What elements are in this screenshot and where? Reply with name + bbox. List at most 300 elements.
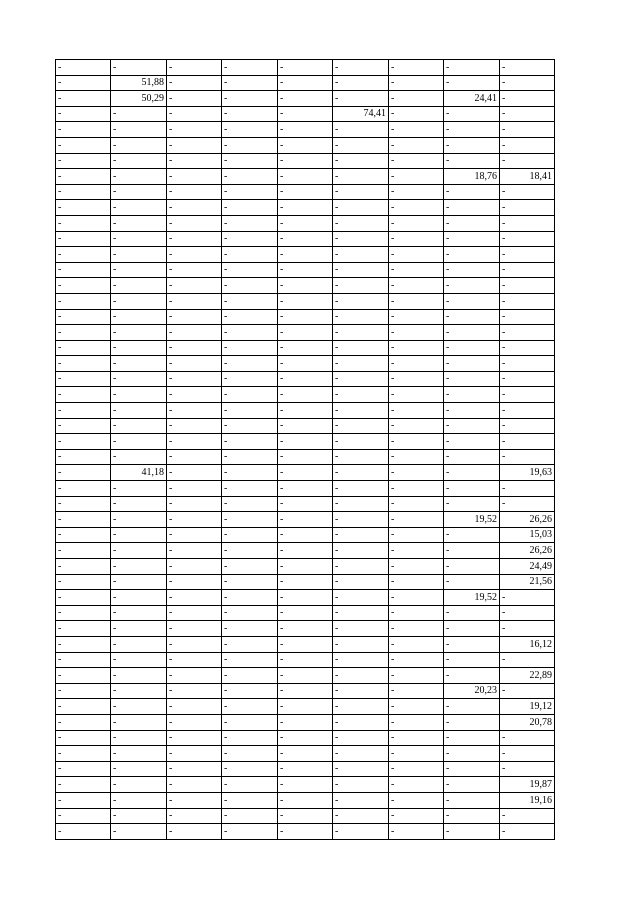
table-cell: - <box>333 387 389 403</box>
table-cell: - <box>389 761 444 777</box>
table-cell: - <box>389 777 444 793</box>
table-cell: 41,18 <box>111 465 167 481</box>
table-cell: - <box>444 465 500 481</box>
table-cell: - <box>389 262 444 278</box>
table-cell: - <box>222 137 278 153</box>
table-cell: - <box>500 293 555 309</box>
table-cell: 19,87 <box>500 777 555 793</box>
table-cell: - <box>167 293 222 309</box>
table-cell: - <box>389 621 444 637</box>
table-cell: - <box>389 325 444 341</box>
table-cell: - <box>389 231 444 247</box>
table-cell: - <box>444 403 500 419</box>
table-cell: - <box>167 543 222 559</box>
table-cell: - <box>444 652 500 668</box>
table-cell: - <box>111 543 167 559</box>
table-cell: - <box>333 356 389 372</box>
table-cell: - <box>167 356 222 372</box>
table-cell: - <box>389 371 444 387</box>
table-cell: - <box>222 699 278 715</box>
table-cell: - <box>500 325 555 341</box>
table-cell: - <box>278 668 333 684</box>
table-cell: 20,78 <box>500 714 555 730</box>
table-cell: - <box>56 746 111 762</box>
table-cell: - <box>389 434 444 450</box>
table-cell: - <box>222 278 278 294</box>
table-cell: - <box>333 434 389 450</box>
table-cell: - <box>278 808 333 824</box>
table-cell: - <box>56 808 111 824</box>
table-cell: - <box>333 262 389 278</box>
table-cell: - <box>278 746 333 762</box>
table-cell: - <box>111 169 167 185</box>
table-cell: - <box>389 122 444 138</box>
table-cell: - <box>444 122 500 138</box>
table-row <box>56 652 555 668</box>
table-row <box>56 403 555 419</box>
table-cell: - <box>444 761 500 777</box>
table-cell: 19,52 <box>444 512 500 528</box>
table-cell: - <box>500 730 555 746</box>
table-cell: - <box>167 668 222 684</box>
table-cell: - <box>222 309 278 325</box>
table-cell: - <box>333 75 389 91</box>
table-cell: - <box>444 106 500 122</box>
table-cell: - <box>444 449 500 465</box>
table-cell: - <box>333 574 389 590</box>
table-cell: - <box>167 652 222 668</box>
table-cell: 16,12 <box>500 636 555 652</box>
table-cell: - <box>167 340 222 356</box>
table-cell: - <box>389 590 444 606</box>
table-cell: - <box>167 418 222 434</box>
table-cell: 18,76 <box>444 169 500 185</box>
table-cell: - <box>333 683 389 699</box>
table-cell: - <box>167 730 222 746</box>
table-cell: - <box>167 574 222 590</box>
table-cell: - <box>111 247 167 263</box>
table-cell: - <box>278 621 333 637</box>
table-cell: - <box>278 75 333 91</box>
table-cell: - <box>222 527 278 543</box>
table-cell: - <box>111 590 167 606</box>
table-cell: - <box>333 699 389 715</box>
table-row <box>56 169 555 185</box>
table-cell: - <box>389 699 444 715</box>
table-cell: - <box>167 75 222 91</box>
table-cell: - <box>222 153 278 169</box>
table-cell: - <box>444 824 500 840</box>
table-cell: - <box>444 340 500 356</box>
table-cell: - <box>111 293 167 309</box>
table-cell: - <box>56 652 111 668</box>
table-cell: - <box>278 153 333 169</box>
table-cell: - <box>167 512 222 528</box>
table-cell: - <box>444 418 500 434</box>
table-cell: - <box>389 153 444 169</box>
table-cell: - <box>500 356 555 372</box>
table-row <box>56 481 555 497</box>
table-cell: - <box>333 153 389 169</box>
table-cell: - <box>333 91 389 107</box>
table-row <box>56 231 555 247</box>
table-cell: - <box>56 262 111 278</box>
table-cell: - <box>278 403 333 419</box>
table-cell: - <box>222 356 278 372</box>
table-cell: - <box>222 496 278 512</box>
table-cell: - <box>333 605 389 621</box>
table-cell: - <box>222 387 278 403</box>
table-cell: - <box>444 215 500 231</box>
table-row <box>56 559 555 575</box>
table-cell: 26,26 <box>500 512 555 528</box>
table-cell: - <box>111 605 167 621</box>
table-cell: - <box>333 278 389 294</box>
data-table <box>55 59 555 840</box>
table-cell: - <box>444 278 500 294</box>
table-row <box>56 496 555 512</box>
table-cell: - <box>111 371 167 387</box>
table-cell: - <box>333 559 389 575</box>
table-cell: - <box>167 746 222 762</box>
table-cell: - <box>222 824 278 840</box>
table-cell: - <box>278 574 333 590</box>
table-cell: - <box>500 91 555 107</box>
table-cell: - <box>56 699 111 715</box>
table-row <box>56 808 555 824</box>
table-cell: - <box>222 730 278 746</box>
table-cell: - <box>389 278 444 294</box>
table-cell: - <box>333 60 389 76</box>
table-row <box>56 792 555 808</box>
table-cell: - <box>444 356 500 372</box>
table-cell: - <box>444 714 500 730</box>
table-cell: - <box>111 699 167 715</box>
table-cell: - <box>56 200 111 216</box>
table-cell: - <box>167 231 222 247</box>
table-cell: 15,03 <box>500 527 555 543</box>
table-cell: - <box>222 714 278 730</box>
table-cell: - <box>56 106 111 122</box>
table-cell: - <box>111 387 167 403</box>
table-cell: - <box>278 496 333 512</box>
table-cell: - <box>111 683 167 699</box>
table-cell: - <box>389 293 444 309</box>
table-cell: - <box>333 169 389 185</box>
table-cell: - <box>444 699 500 715</box>
table-row <box>56 278 555 294</box>
table-row <box>56 512 555 528</box>
table-cell: - <box>56 231 111 247</box>
table-cell: - <box>167 714 222 730</box>
table-cell: - <box>333 184 389 200</box>
table-cell: - <box>500 652 555 668</box>
table-cell: - <box>444 231 500 247</box>
table-cell: - <box>389 449 444 465</box>
table-cell: - <box>444 543 500 559</box>
table-cell: - <box>167 247 222 263</box>
table-cell: - <box>333 543 389 559</box>
table-cell: - <box>389 527 444 543</box>
table-cell: - <box>500 761 555 777</box>
table-row <box>56 574 555 590</box>
table-cell: - <box>111 325 167 341</box>
table-cell: - <box>389 652 444 668</box>
table-cell: - <box>500 340 555 356</box>
table-cell: - <box>500 215 555 231</box>
table-row <box>56 91 555 107</box>
table-cell: - <box>444 808 500 824</box>
table-cell: - <box>278 636 333 652</box>
table-cell: - <box>500 122 555 138</box>
table-cell: - <box>444 605 500 621</box>
table-cell: 19,63 <box>500 465 555 481</box>
table-cell: - <box>389 247 444 263</box>
table-cell: - <box>278 714 333 730</box>
table-cell: - <box>111 340 167 356</box>
table-cell: - <box>500 309 555 325</box>
table-cell: - <box>333 496 389 512</box>
table-cell: - <box>222 91 278 107</box>
table-cell: - <box>111 122 167 138</box>
table-row <box>56 215 555 231</box>
table-cell: - <box>111 824 167 840</box>
table-cell: - <box>56 278 111 294</box>
table-cell: - <box>222 559 278 575</box>
table-row <box>56 543 555 559</box>
table-cell: - <box>278 527 333 543</box>
table-cell: - <box>500 387 555 403</box>
table-cell: - <box>56 496 111 512</box>
table-cell: - <box>222 621 278 637</box>
table-row <box>56 465 555 481</box>
table-cell: - <box>111 527 167 543</box>
table-cell: - <box>167 325 222 341</box>
table-cell: - <box>333 403 389 419</box>
table-cell: - <box>389 746 444 762</box>
table-cell: - <box>222 792 278 808</box>
table-cell: - <box>111 60 167 76</box>
table-cell: - <box>56 60 111 76</box>
table-cell: - <box>222 683 278 699</box>
table-cell: - <box>56 325 111 341</box>
table-cell: - <box>111 808 167 824</box>
table-cell: - <box>56 247 111 263</box>
table-cell: - <box>444 730 500 746</box>
table-cell: - <box>111 106 167 122</box>
table-cell: - <box>167 106 222 122</box>
table-cell: - <box>167 761 222 777</box>
table-cell: - <box>111 730 167 746</box>
table-cell: - <box>111 652 167 668</box>
table-cell: - <box>333 746 389 762</box>
table-cell: - <box>444 137 500 153</box>
table-cell: - <box>222 652 278 668</box>
table-cell: - <box>111 621 167 637</box>
table-cell: - <box>111 792 167 808</box>
table-body <box>56 60 555 840</box>
table-cell: - <box>56 371 111 387</box>
table-cell: - <box>500 184 555 200</box>
table-cell: - <box>222 808 278 824</box>
table-cell: - <box>389 75 444 91</box>
table-cell: - <box>167 91 222 107</box>
table-cell: - <box>167 590 222 606</box>
table-cell: - <box>389 683 444 699</box>
table-cell: - <box>111 403 167 419</box>
table-row <box>56 247 555 263</box>
table-cell: - <box>111 418 167 434</box>
table-cell: - <box>111 777 167 793</box>
table-row <box>56 777 555 793</box>
table-cell: - <box>167 621 222 637</box>
table-row <box>56 153 555 169</box>
table-cell: - <box>167 808 222 824</box>
table-row <box>56 262 555 278</box>
table-row <box>56 730 555 746</box>
table-cell: - <box>444 746 500 762</box>
table-cell: - <box>333 137 389 153</box>
table-cell: - <box>56 605 111 621</box>
table-cell: - <box>500 403 555 419</box>
table-cell: - <box>444 481 500 497</box>
table-cell: - <box>167 137 222 153</box>
table-cell: - <box>56 418 111 434</box>
table-cell: - <box>222 169 278 185</box>
table-cell: - <box>500 137 555 153</box>
table-cell: - <box>167 200 222 216</box>
table-cell: - <box>222 340 278 356</box>
table-cell: - <box>389 824 444 840</box>
table-cell: - <box>278 106 333 122</box>
table-cell: - <box>333 761 389 777</box>
table-cell: - <box>389 496 444 512</box>
table-cell: - <box>167 824 222 840</box>
table-cell: - <box>222 371 278 387</box>
table-cell: - <box>444 153 500 169</box>
table-row <box>56 714 555 730</box>
table-cell: - <box>444 262 500 278</box>
table-cell: - <box>111 512 167 528</box>
table-cell: - <box>278 699 333 715</box>
table-cell: - <box>389 418 444 434</box>
table-cell: - <box>222 590 278 606</box>
table-cell: - <box>389 184 444 200</box>
table-cell: - <box>444 527 500 543</box>
table-cell: - <box>333 808 389 824</box>
table-cell: - <box>389 792 444 808</box>
table-cell: - <box>56 636 111 652</box>
table-cell: - <box>500 247 555 263</box>
table-cell: - <box>167 278 222 294</box>
table-cell: - <box>333 714 389 730</box>
table-cell: - <box>333 449 389 465</box>
table-cell: - <box>222 574 278 590</box>
table-cell: - <box>389 559 444 575</box>
table-cell: - <box>278 325 333 341</box>
table-cell: - <box>500 590 555 606</box>
table-cell: - <box>333 527 389 543</box>
table-cell: 50,29 <box>111 91 167 107</box>
table-cell: - <box>389 714 444 730</box>
table-cell: - <box>56 730 111 746</box>
table-cell: - <box>167 683 222 699</box>
table-cell: - <box>56 340 111 356</box>
table-cell: - <box>278 169 333 185</box>
table-cell: - <box>56 777 111 793</box>
table-cell: - <box>444 621 500 637</box>
table-cell: - <box>56 122 111 138</box>
table-cell: - <box>56 309 111 325</box>
table-cell: - <box>500 153 555 169</box>
table-cell: - <box>56 137 111 153</box>
table-cell: - <box>500 481 555 497</box>
table-cell: - <box>278 340 333 356</box>
table-cell: - <box>278 293 333 309</box>
table-cell: - <box>222 481 278 497</box>
table-row <box>56 75 555 91</box>
table-cell: - <box>333 730 389 746</box>
table-cell: 18,41 <box>500 169 555 185</box>
table-cell: - <box>444 75 500 91</box>
table-cell: - <box>389 668 444 684</box>
table-cell: - <box>500 808 555 824</box>
table-cell: - <box>56 387 111 403</box>
table-cell: - <box>333 247 389 263</box>
table-cell: - <box>278 590 333 606</box>
table-cell: - <box>278 356 333 372</box>
table-cell: - <box>222 106 278 122</box>
table-row <box>56 106 555 122</box>
table-cell: - <box>278 184 333 200</box>
table-cell: - <box>500 746 555 762</box>
table-cell: - <box>111 278 167 294</box>
table-cell: - <box>111 356 167 372</box>
table-row <box>56 122 555 138</box>
table-cell: - <box>56 621 111 637</box>
table-row <box>56 60 555 76</box>
table-row <box>56 449 555 465</box>
table-cell: - <box>500 434 555 450</box>
table-cell: - <box>333 215 389 231</box>
table-cell: - <box>333 636 389 652</box>
table-cell: - <box>56 449 111 465</box>
table-cell: - <box>111 449 167 465</box>
table-cell: - <box>500 106 555 122</box>
table-cell: - <box>500 621 555 637</box>
table-cell: - <box>56 293 111 309</box>
table-cell: - <box>389 137 444 153</box>
table-cell: - <box>222 418 278 434</box>
table-cell: - <box>56 761 111 777</box>
table-cell: - <box>278 434 333 450</box>
table-row <box>56 200 555 216</box>
table-row <box>56 699 555 715</box>
table-cell: - <box>56 169 111 185</box>
table-cell: - <box>278 91 333 107</box>
table-cell: - <box>222 465 278 481</box>
table-cell: - <box>56 91 111 107</box>
table-cell: - <box>56 792 111 808</box>
table-cell: - <box>56 714 111 730</box>
table-cell: - <box>444 792 500 808</box>
table-cell: - <box>56 543 111 559</box>
table-cell: - <box>333 293 389 309</box>
table-cell: - <box>333 325 389 341</box>
table-cell: - <box>111 761 167 777</box>
table-cell: - <box>333 309 389 325</box>
table-cell: - <box>389 215 444 231</box>
